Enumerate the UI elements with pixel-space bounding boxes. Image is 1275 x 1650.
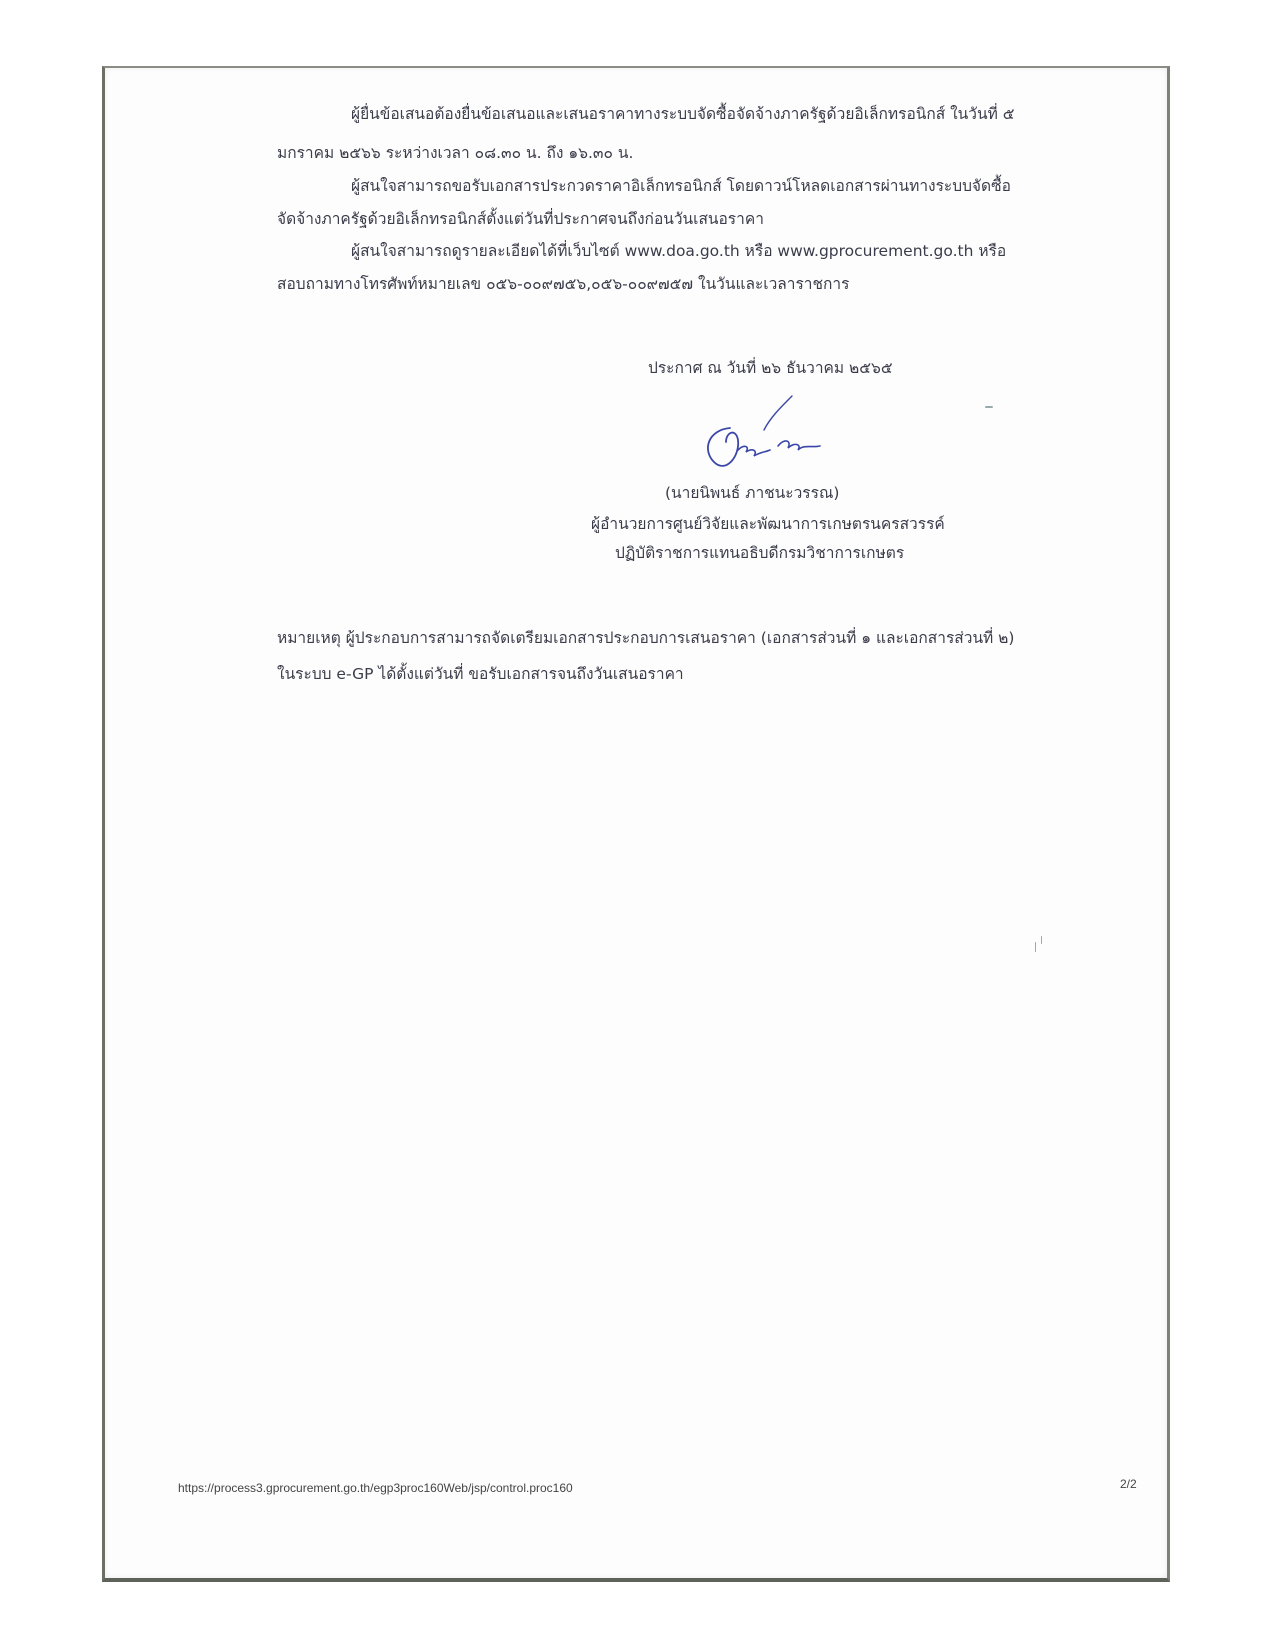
signatory-position: ผู้อำนวยการศูนย์วิจัยและพัฒนาการเกษตรนครสวรรค์: [591, 515, 945, 533]
paragraph-3-line-2: สอบถามทางโทรศัพท์หมายเลข ๐๕๖-๐๐๙๗๕๖,๐๕๖-๐๐๙๗๕๗ ในวันและเวลาราชการ: [277, 275, 850, 293]
scan-speck: [1035, 942, 1036, 952]
page-number: 2/2: [1120, 1477, 1137, 1491]
scan-speck: [1041, 936, 1042, 944]
signatory-acting-for: ปฏิบัติราชการแทนอธิบดีกรมวิชาการเกษตร: [615, 544, 905, 562]
scanned-document-page: [102, 66, 1170, 1582]
footer-url: https://process3.gprocurement.go.th/egp3proc160Web/jsp/control.proc160: [178, 1481, 573, 1495]
paragraph-2-line-2: จัดจ้างภาครัฐด้วยอิเล็กทรอนิกส์ตั้งแต่วันที่ประกาศจนถึงก่อนวันเสนอราคา: [277, 210, 764, 228]
signature-image: [700, 388, 835, 488]
paragraph-3-line-1: ผู้สนใจสามารถดูรายละเอียดได้ที่เว็บไซต์ www.doa.go.th หรือ www.gprocurement.go.th หรือ: [351, 242, 1007, 260]
remark-line-2: ในระบบ e-GP ได้ตั้งแต่วันที่ ขอรับเอกสารจนถึงวันเสนอราคา: [277, 665, 684, 683]
paragraph-2-line-1: ผู้สนใจสามารถขอรับเอกสารประกวดราคาอิเล็กทรอนิกส์ โดยดาวน์โหลดเอกสารผ่านทางระบบจัดซื้อ: [351, 177, 1011, 195]
paragraph-1-line-1: ผู้ยื่นข้อเสนอต้องยื่นข้อเสนอและเสนอราคาทางระบบจัดซื้อจัดจ้างภาครัฐด้วยอิเล็กทรอนิกส์ ในวันที่ ๕: [351, 105, 1015, 123]
paragraph-1-line-2: มกราคม ๒๕๖๖ ระหว่างเวลา ๐๘.๓๐ น. ถึง ๑๖.๓๐ น.: [277, 144, 634, 162]
signatory-name: (นายนิพนธ์ ภาชนะวรรณ): [665, 484, 840, 502]
scan-speck: [985, 406, 993, 408]
remark-line-1: หมายเหตุ ผู้ประกอบการสามารถจัดเตรียมเอกสารประกอบการเสนอราคา (เอกสารส่วนที่ ๑ และเอกสารส่วนที่ ๒): [277, 629, 1015, 647]
announcement-date: ประกาศ ณ วันที่ ๒๖ ธันวาคม ๒๕๖๕: [648, 359, 893, 377]
